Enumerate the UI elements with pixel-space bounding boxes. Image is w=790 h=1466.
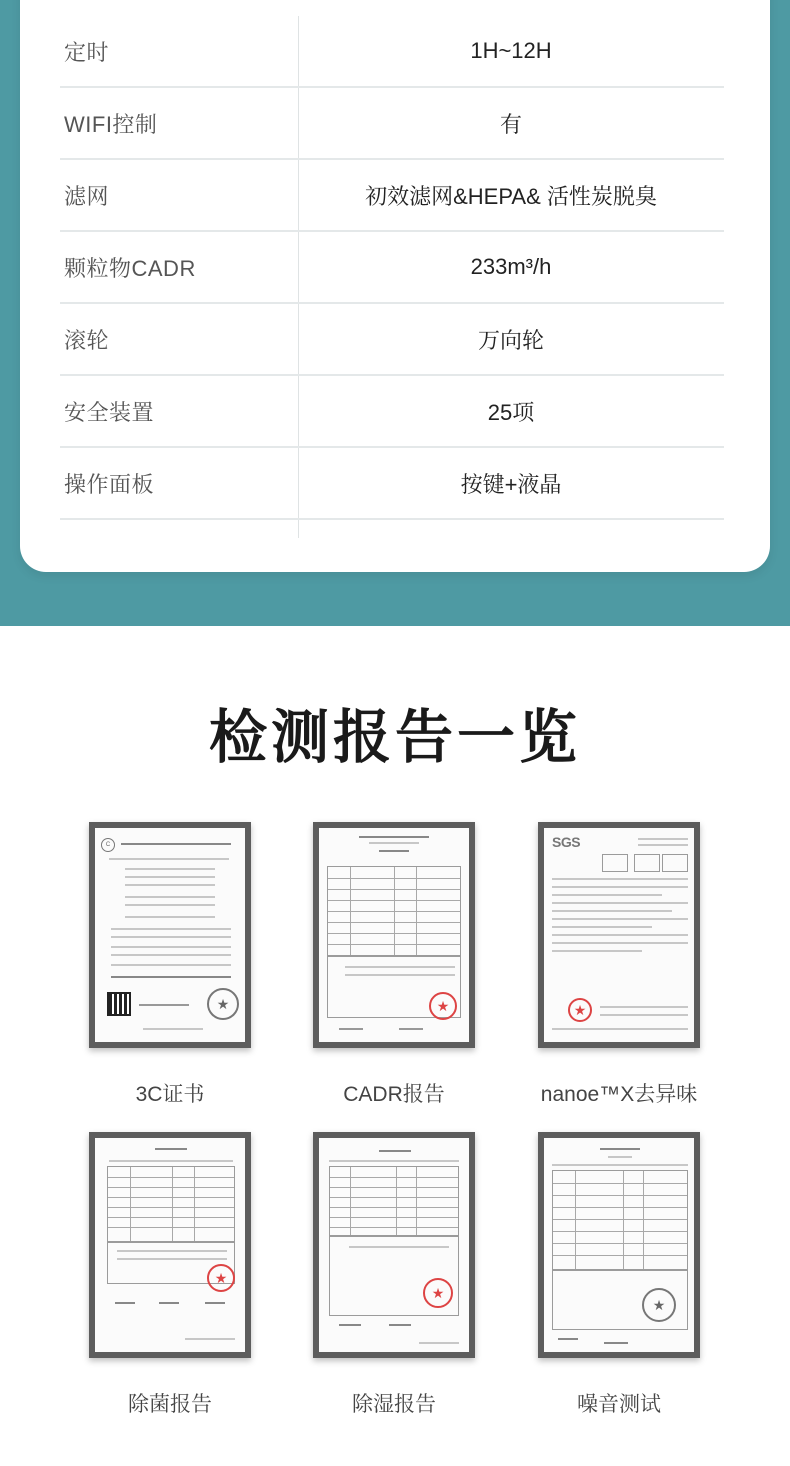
spec-value: 按键+液晶	[460, 471, 562, 497]
spec-section	[0, 0, 790, 626]
spec-value: 初效滤网&HEPA& 活性炭脱臭	[365, 183, 657, 209]
spec-label: 滤网	[64, 183, 110, 209]
spec-label: 安全装置	[64, 399, 155, 425]
red-seal-stamp-icon: ★	[429, 992, 457, 1020]
report-image	[544, 1138, 694, 1352]
document-thumbnail	[89, 1132, 251, 1358]
red-seal-stamp-icon: ★	[568, 998, 592, 1022]
report-cadr[interactable]	[309, 822, 479, 1108]
ccc-logo-icon: C	[101, 838, 115, 852]
report-image	[95, 1138, 245, 1352]
report-image	[319, 1138, 469, 1352]
spec-label: 操作面板	[64, 471, 155, 497]
report-caption: CADR报告	[343, 1083, 445, 1106]
spec-row-timer	[60, 16, 724, 88]
spec-label: 颗粒物CADR	[64, 255, 196, 281]
reports-title: 检测报告一览	[208, 703, 581, 771]
spec-label: 滚轮	[64, 327, 110, 353]
document-thumbnail	[538, 1132, 700, 1358]
qr-code-icon	[107, 992, 131, 1016]
certificate-image	[95, 828, 245, 1042]
spec-value: 1H~12H	[470, 38, 552, 63]
report-caption: 除菌报告	[128, 1393, 212, 1416]
report-table	[107, 1166, 235, 1242]
report-caption: 噪音测试	[577, 1393, 661, 1416]
report-table	[552, 1170, 688, 1270]
spec-label: WIFI控制	[64, 111, 158, 137]
spec-label: 定时	[64, 39, 110, 65]
seal-stamp-icon: ★	[642, 1288, 676, 1322]
spec-table	[60, 16, 724, 520]
report-noise-test[interactable]	[534, 1132, 704, 1418]
report-caption: 3C证书	[135, 1083, 205, 1106]
report-3c-certificate[interactable]	[85, 822, 255, 1108]
report-image	[319, 828, 469, 1042]
report-table	[327, 866, 461, 956]
report-dehumidification[interactable]	[309, 1132, 479, 1418]
spec-row-wheels	[60, 304, 724, 376]
spec-row-safety	[60, 376, 724, 448]
spec-row-filter	[60, 160, 724, 232]
report-nanoe-x[interactable]	[534, 822, 704, 1108]
document-thumbnail	[313, 822, 475, 1048]
spec-row-cadr	[60, 232, 724, 304]
spec-value: 万向轮	[477, 327, 544, 353]
spec-row-panel	[60, 448, 724, 520]
spec-value: 25项	[487, 399, 535, 425]
report-image	[544, 828, 694, 1042]
red-seal-stamp-icon: ★	[423, 1278, 453, 1308]
report-caption: 除湿报告	[352, 1393, 436, 1416]
spec-card	[20, 0, 770, 572]
sgs-logo-icon: SGS	[552, 834, 581, 850]
report-caption: nanoe™X去异味	[540, 1083, 698, 1106]
spec-row-wifi	[60, 88, 724, 160]
seal-stamp-icon: ★	[207, 988, 239, 1020]
report-table	[329, 1166, 459, 1236]
document-thumbnail	[89, 822, 251, 1048]
spec-value: 233m³/h	[470, 254, 552, 279]
red-seal-stamp-icon: ★	[207, 1264, 235, 1292]
report-sterilization[interactable]	[85, 1132, 255, 1418]
spec-value: 有	[499, 111, 522, 137]
document-thumbnail	[313, 1132, 475, 1358]
document-thumbnail	[538, 822, 700, 1048]
